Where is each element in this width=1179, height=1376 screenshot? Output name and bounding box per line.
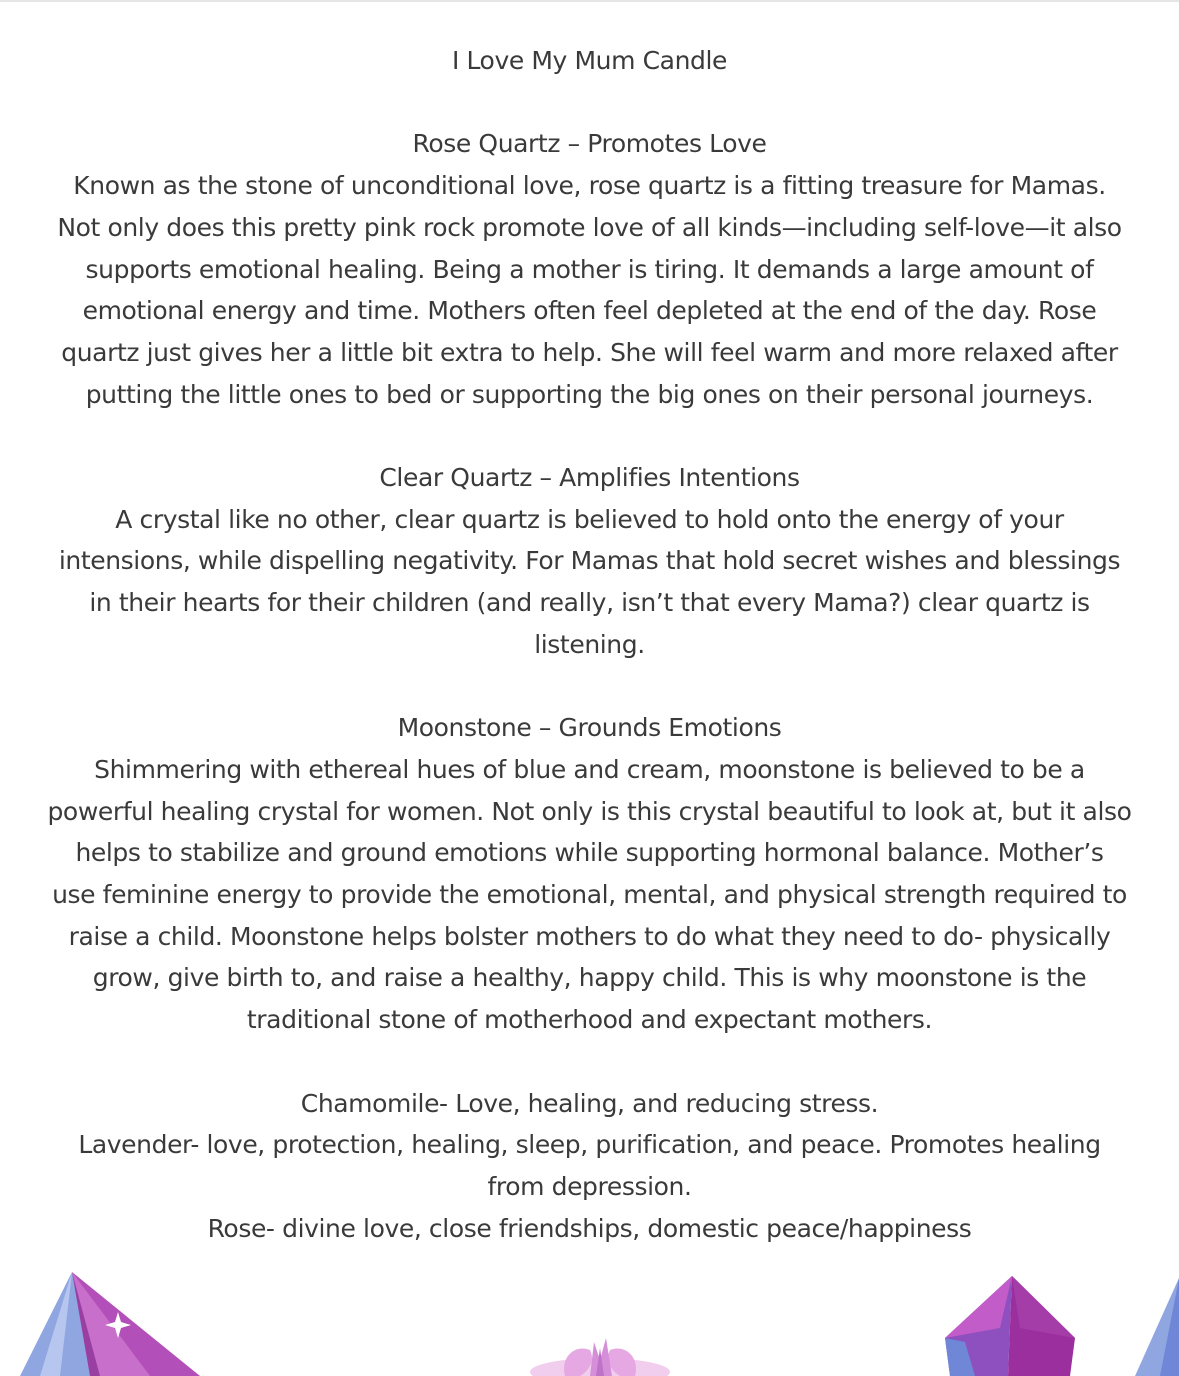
amethyst-crystal-icon — [945, 1276, 1075, 1376]
spacer — [0, 1041, 1179, 1083]
section-moonstone — [0, 707, 1179, 1041]
page-title: I Love My Mum Candle — [451, 46, 728, 75]
herb-line: from depression. — [487, 1171, 692, 1201]
top-divider — [0, 0, 1179, 2]
spacer — [0, 82, 1179, 124]
section-clear-quartz — [0, 457, 1179, 666]
body-line: putting the little ones to bed or supporting the big ones on their personal journeys. — [85, 379, 1094, 409]
candle-description — [0, 40, 1179, 1249]
body-line: traditional stone of motherhood and expectant mothers. — [246, 1005, 933, 1035]
section-heading: Rose Quartz – Promotes Love — [412, 129, 767, 159]
section-heading: Moonstone – Grounds Emotions — [397, 713, 782, 743]
section-herbs — [0, 1083, 1179, 1250]
body-line: Known as the stone of unconditional love, rose quartz is a fitting treasure for Mamas. — [73, 171, 1106, 201]
herb-line: Lavender- love, protection, healing, sleep, purification, and peace. Promotes healing — [78, 1130, 1101, 1160]
lotus-flower-icon — [530, 1338, 670, 1376]
herb-line: Chamomile- Love, healing, and reducing stress. — [300, 1088, 879, 1118]
body-line: in their hearts for their children (and really, isn’t that every Mama?) clear quartz is — [89, 588, 1090, 618]
herb-line: Rose- divine love, close friendships, domestic peace/happiness — [207, 1213, 972, 1243]
crystal-cluster-icon — [20, 1272, 200, 1376]
body-line: emotional energy and time. Mothers often feel depleted at the end of the day. Rose — [82, 296, 1097, 326]
body-line: listening. — [534, 629, 645, 659]
body-line: powerful healing crystal for women. Not only is this crystal beautiful to look at, but it also — [47, 796, 1132, 826]
body-line: Shimmering with ethereal hues of blue and cream, moonstone is believed to be a — [94, 754, 1085, 784]
body-line: A crystal like no other, clear quartz is believed to hold onto the energy of your — [115, 504, 1064, 534]
body-line: intensions, while dispelling negativity. For Mamas that hold secret wishes and blessings — [58, 546, 1121, 576]
section-rose-quartz — [0, 123, 1179, 415]
section-heading: Clear Quartz – Amplifies Intentions — [379, 463, 800, 492]
blue-crystal-icon — [1135, 1278, 1179, 1376]
body-line: helps to stabilize and ground emotions while supporting hormonal balance. Mother’s — [75, 838, 1104, 868]
spacer — [0, 415, 1179, 457]
spacer — [0, 666, 1179, 708]
crystal-decoration-strip — [0, 1262, 1179, 1376]
body-line: grow, give birth to, and raise a healthy, happy child. This is why moonstone is the — [92, 963, 1087, 993]
body-line: supports emotional healing. Being a mother is tiring. It demands a large amount of — [85, 254, 1094, 284]
body-line: raise a child. Moonstone helps bolster mothers to do what they need to do- physically — [68, 921, 1111, 951]
body-line: use feminine energy to provide the emotional, mental, and physical strength required to — [52, 880, 1127, 910]
body-line: Not only does this pretty pink rock promote love of all kinds—including self-love—it also — [57, 212, 1122, 242]
body-line: quartz just gives her a little bit extra to help. She will feel warm and more relaxed after — [61, 337, 1118, 367]
